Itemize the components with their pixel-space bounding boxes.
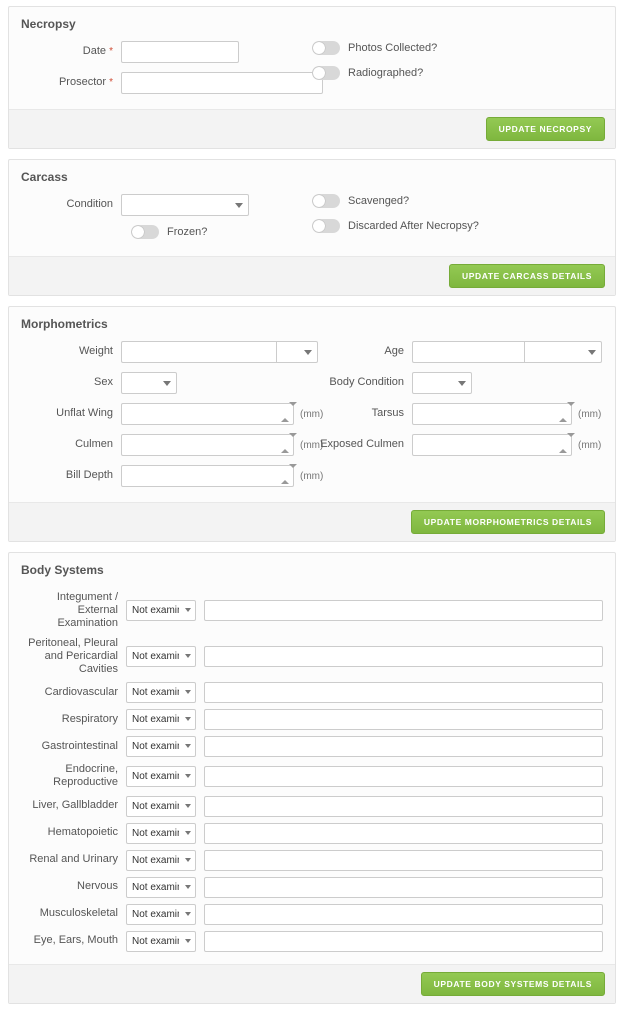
body-system-status-wrap — [126, 823, 196, 844]
field-body-condition — [312, 372, 603, 394]
toggle-photos-collected[interactable] — [312, 41, 603, 55]
label-unflat-wing: Unflat Wing — [56, 407, 113, 420]
label-bill-depth: Bill Depth — [65, 469, 113, 482]
exposed-culmen-stepper[interactable] — [559, 437, 568, 453]
panel-footer-necropsy — [9, 109, 615, 148]
body-system-note-input[interactable] — [204, 877, 603, 898]
stepper-up-icon[interactable] — [281, 437, 289, 453]
toggle-knob — [313, 220, 325, 232]
body-system-note-wrap — [204, 766, 603, 787]
body-system-note-input[interactable] — [204, 709, 603, 730]
body-system-status-wrap — [126, 766, 196, 787]
field-prosector — [21, 72, 312, 94]
body-system-status-select[interactable] — [126, 682, 196, 703]
label-prosector — [21, 76, 121, 90]
body-system-row-respiratory — [21, 709, 603, 730]
field-tarsus — [312, 403, 603, 425]
unflat-wing-stepper[interactable] — [281, 406, 290, 422]
stepper-up-icon[interactable] — [559, 406, 567, 422]
body-system-row-musculoskeletal — [21, 904, 603, 925]
culmen-unit: (mm) — [300, 439, 324, 451]
body-system-status-wrap — [126, 904, 196, 925]
field-unflat-wing — [21, 403, 324, 425]
necropsy-left-column — [21, 41, 312, 103]
condition-control — [121, 194, 249, 216]
exposed-culmen-input[interactable] — [412, 434, 572, 456]
panel-title-carcass: Carcass — [21, 170, 68, 184]
body-system-label: Hematopoietic — [47, 826, 118, 839]
label-exposed-culmen: Exposed Culmen — [320, 438, 404, 451]
body-system-status-wrap — [126, 850, 196, 871]
stepper-down-icon[interactable] — [567, 402, 575, 418]
date-input[interactable] — [121, 41, 239, 63]
body-system-status-wrap — [126, 600, 196, 621]
body-system-note-input[interactable] — [204, 850, 603, 871]
body-system-row-cavities — [21, 637, 603, 677]
body-system-status-select[interactable] — [126, 877, 196, 898]
weight-control — [121, 341, 318, 363]
body-system-label: Respiratory — [61, 713, 118, 726]
age-unit-select-wrap — [524, 341, 602, 363]
field-date — [21, 41, 312, 63]
unflat-wing-input[interactable] — [121, 403, 294, 425]
body-system-note-input[interactable] — [204, 766, 603, 787]
body-system-note-wrap — [204, 823, 603, 844]
required-marker: * — [109, 46, 113, 58]
toggle-knob — [313, 195, 325, 207]
toggle-photos-collected-label: Photos Collected? — [348, 42, 438, 54]
panel-necropsy — [8, 6, 616, 149]
required-marker: * — [109, 77, 113, 89]
field-condition — [21, 194, 312, 216]
bill-depth-stepper[interactable] — [281, 468, 290, 484]
panel-footer-morphometrics — [9, 502, 615, 541]
stepper-down-icon[interactable] — [289, 433, 297, 449]
prosector-input[interactable] — [121, 72, 323, 94]
panel-body-carcass — [9, 190, 615, 256]
tarsus-stepper[interactable] — [559, 406, 568, 422]
body-system-label: Liver, Gallbladder — [32, 799, 118, 812]
culmen-input[interactable] — [121, 434, 294, 456]
bill-depth-input[interactable] — [121, 465, 294, 487]
body-system-note-input[interactable] — [204, 931, 603, 952]
body-system-status-select[interactable] — [126, 850, 196, 871]
body-system-note-wrap — [204, 931, 603, 952]
body-system-note-wrap — [204, 796, 603, 817]
body-system-status-select[interactable] — [126, 600, 196, 621]
body-system-status-select[interactable] — [126, 709, 196, 730]
body-system-note-wrap — [204, 850, 603, 871]
age-control — [412, 341, 602, 363]
field-culmen — [21, 434, 324, 456]
body-condition-control — [412, 372, 472, 394]
body-system-status-select[interactable] — [126, 646, 196, 667]
body-system-status-select[interactable] — [126, 796, 196, 817]
panel-body-systems — [8, 552, 616, 1004]
body-system-label: Peritoneal, Pleural and Pericardial Cavities — [28, 636, 118, 675]
toggle-knob — [313, 42, 325, 54]
exposed-culmen-control — [412, 434, 601, 456]
stepper-up-icon[interactable] — [559, 437, 567, 453]
age-input[interactable] — [412, 341, 524, 363]
stepper-up-icon[interactable] — [281, 406, 289, 422]
morphometrics-left-column — [21, 341, 324, 496]
body-system-label: Endocrine, Reproductive — [53, 763, 118, 789]
carcass-right-column — [312, 194, 603, 250]
panel-title-morphometrics: Morphometrics — [21, 317, 108, 331]
prosector-control — [121, 72, 323, 94]
label-body-condition: Body Condition — [329, 376, 404, 389]
body-system-row-renal-urinary — [21, 850, 603, 871]
sex-control — [121, 372, 177, 394]
culmen-control — [121, 434, 323, 456]
body-system-note-wrap — [204, 709, 603, 730]
body-system-status-select[interactable] — [126, 904, 196, 925]
update-morphometrics-details-button[interactable]: UPDATE MORPHOMETRICS DETAILS — [411, 510, 605, 534]
field-exposed-culmen — [312, 434, 603, 456]
toggle-radiographed-switch[interactable] — [312, 66, 340, 80]
sex-select[interactable] — [121, 372, 177, 394]
toggle-knob — [313, 67, 325, 79]
toggle-discarded-label: Discarded After Necropsy? — [348, 220, 479, 232]
body-system-label: Renal and Urinary — [29, 853, 118, 866]
toggle-scavenged[interactable] — [312, 194, 603, 208]
weight-unit-select[interactable] — [276, 341, 318, 363]
toggle-discarded-after-necropsy[interactable] — [312, 219, 603, 233]
field-weight — [21, 341, 312, 363]
body-system-label: Integument / External Examination — [56, 591, 118, 630]
exposed-culmen-unit: (mm) — [578, 439, 602, 451]
label-sex: Sex — [94, 376, 113, 389]
body-system-row-endocrine-reproductive — [21, 763, 603, 789]
weight-unit-select-wrap — [276, 341, 318, 363]
body-system-status-wrap — [126, 682, 196, 703]
body-system-status-select[interactable] — [126, 823, 196, 844]
label-date-text: Date — [82, 45, 107, 58]
body-system-note-input[interactable] — [204, 823, 603, 844]
body-system-status-wrap — [126, 796, 196, 817]
body-system-row-eye-ears-mouth — [21, 931, 603, 952]
sex-select-wrap — [121, 372, 177, 394]
bill-depth-input-wrap — [121, 465, 294, 487]
toggle-frozen-label: Frozen? — [167, 226, 208, 238]
body-system-label: Musculoskeletal — [39, 907, 118, 920]
toggle-knob — [132, 226, 144, 238]
unflat-wing-unit: (mm) — [300, 408, 324, 420]
carcass-left-column — [21, 194, 312, 250]
body-system-note-input[interactable] — [204, 904, 603, 925]
toggle-photos-collected-switch[interactable] — [312, 41, 340, 55]
panel-body-body-systems — [9, 583, 615, 964]
tarsus-input[interactable] — [412, 403, 572, 425]
field-age — [312, 341, 603, 363]
body-system-status-wrap — [126, 646, 196, 667]
body-system-note-input[interactable] — [204, 682, 603, 703]
panel-title-necropsy: Necropsy — [21, 17, 76, 31]
toggle-radiographed-label: Radiographed? — [348, 67, 424, 79]
panel-footer-body-systems — [9, 964, 615, 1003]
unflat-wing-control — [121, 403, 323, 425]
necropsy-right-column — [312, 41, 603, 103]
body-system-note-wrap — [204, 877, 603, 898]
panel-body-morphometrics — [9, 337, 615, 502]
stepper-down-icon[interactable] — [289, 402, 297, 418]
body-system-status-wrap — [126, 709, 196, 730]
toggle-scavenged-label: Scavenged? — [348, 195, 410, 207]
body-system-label: Gastrointestinal — [41, 740, 118, 753]
body-system-label: Eye, Ears, Mouth — [33, 934, 118, 947]
label-tarsus: Tarsus — [371, 407, 404, 420]
panel-body-necropsy — [9, 37, 615, 109]
field-sex — [21, 372, 312, 394]
toggle-radiographed[interactable] — [312, 66, 603, 80]
body-system-status-wrap — [126, 736, 196, 757]
toggle-frozen-switch[interactable] — [131, 225, 159, 239]
tarsus-control — [412, 403, 601, 425]
body-system-status-wrap — [126, 877, 196, 898]
date-input-wrap — [121, 41, 239, 63]
body-system-row-nervous — [21, 877, 603, 898]
culmen-stepper[interactable] — [281, 437, 290, 453]
label-age: Age — [384, 345, 404, 358]
stepper-down-icon[interactable] — [567, 433, 575, 449]
label-prosector-text: Prosector — [58, 76, 107, 89]
condition-select[interactable] — [121, 194, 249, 216]
toggle-frozen[interactable] — [131, 225, 312, 239]
label-weight: Weight — [78, 345, 113, 358]
panel-footer-carcass — [9, 256, 615, 295]
body-system-note-wrap — [204, 682, 603, 703]
body-system-status-wrap — [126, 931, 196, 952]
body-condition-select[interactable] — [412, 372, 472, 394]
body-system-note-wrap — [204, 736, 603, 757]
toggle-discarded-switch[interactable] — [312, 219, 340, 233]
age-unit-select[interactable] — [524, 341, 602, 363]
exposed-culmen-input-wrap — [412, 434, 572, 456]
stepper-down-icon[interactable] — [289, 464, 297, 480]
morphometrics-right-column — [312, 341, 603, 496]
stepper-up-icon[interactable] — [281, 468, 289, 484]
label-culmen: Culmen — [75, 438, 113, 451]
body-system-row-cardiovascular — [21, 682, 603, 703]
body-system-note-input[interactable] — [204, 600, 603, 621]
bill-depth-control — [121, 465, 323, 487]
body-system-note-input[interactable] — [204, 796, 603, 817]
body-system-note-wrap — [204, 600, 603, 621]
label-date — [21, 45, 121, 59]
body-system-note-input[interactable] — [204, 646, 603, 667]
body-system-row-liver-gallbladder — [21, 796, 603, 817]
panel-title-body-systems: Body Systems — [21, 563, 104, 577]
body-system-note-wrap — [204, 904, 603, 925]
body-system-status-select[interactable] — [126, 736, 196, 757]
field-bill-depth — [21, 465, 324, 487]
panel-carcass — [8, 159, 616, 296]
tarsus-unit: (mm) — [578, 408, 602, 420]
update-necropsy-button[interactable]: UPDATE NECROPSY — [486, 117, 605, 141]
body-system-status-select[interactable] — [126, 766, 196, 787]
bill-depth-unit: (mm) — [300, 470, 324, 482]
update-carcass-details-button[interactable]: UPDATE CARCASS DETAILS — [449, 264, 605, 288]
body-system-row-gastrointestinal — [21, 736, 603, 757]
panel-morphometrics — [8, 306, 616, 542]
unflat-wing-input-wrap — [121, 403, 294, 425]
body-system-row-integument — [21, 591, 603, 631]
condition-select-wrap — [121, 194, 249, 216]
toggle-scavenged-switch[interactable] — [312, 194, 340, 208]
date-control — [121, 41, 239, 63]
body-system-note-input[interactable] — [204, 736, 603, 757]
body-system-label: Cardiovascular — [44, 686, 118, 699]
body-system-note-wrap — [204, 646, 603, 667]
body-system-label: Nervous — [77, 880, 118, 893]
tarsus-input-wrap — [412, 403, 572, 425]
culmen-input-wrap — [121, 434, 294, 456]
body-system-row-hematopoietic — [21, 823, 603, 844]
weight-input[interactable] — [121, 341, 276, 363]
label-condition: Condition — [66, 198, 113, 211]
body-system-status-select[interactable] — [126, 931, 196, 952]
update-body-systems-details-button[interactable]: UPDATE BODY SYSTEMS DETAILS — [421, 972, 605, 996]
body-condition-select-wrap — [412, 372, 472, 394]
